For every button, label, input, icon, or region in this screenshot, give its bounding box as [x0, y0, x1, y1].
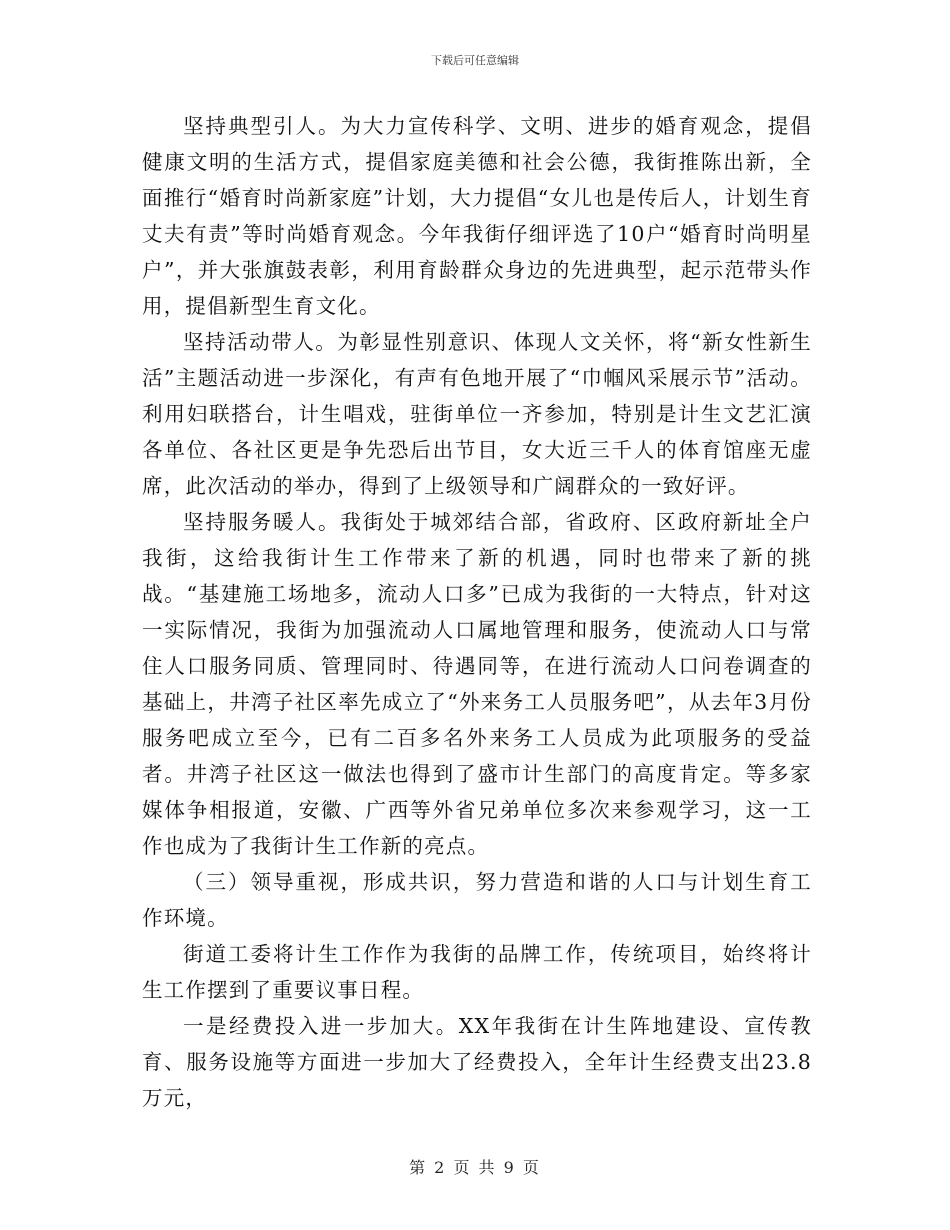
paragraph-leadership: 街道工委将计生工作作为我街的品牌工作，传统项目，始终将计生工作摆到了重要议事日程。	[142, 942, 812, 1002]
paragraph-typical-example: 坚持典型引人。为大力宣传科学、文明、进步的婚育观念，提倡健康文明的生活方式，提倡家庭美德和社会公德，我街推陈出新，全面推行“婚育时尚新家庭”计划，大力提倡“女儿也是传后人，计划生育丈夫有责”等时尚婚育观念。今年我街仔细评选了10户“婚育时尚明星户”，并大张旗鼓表彰，利用育龄群众身边的先进典型，起示范带头作用，提倡新型生育文化。	[142, 114, 812, 318]
section-heading-three: （三）领导重视，形成共识，努力营造和谐的人口与计划生育工作环境。	[142, 870, 812, 930]
paragraph-activities: 坚持活动带人。为彰显性别意识、体现人文关怀，将“新女性新生活”主题活动进一步深化，有声有色地开展了“巾帼风采展示节”活动。利用妇联搭台，计生唱戏，驻街单位一齐参加，特别是计生文艺汇演各单位、各社区更是争先恐后出节目，女大近三千人的体育馆座无虚席，此次活动的举办，得到了上级领导和广阔群众的一致好评。	[142, 330, 812, 498]
paragraph-service: 坚持服务暖人。我街处于城郊结合部，省政府、区政府新址全户我街，这给我街计生工作带来了新的机遇，同时也带来了新的挑战。“基建施工场地多，流动人口多”已成为我街的一大特点，针对这一实际情况，我街为加强流动人口属地管理和服务，使流动人口与常住人口服务同质、管理同时、待遇同等，在进行流动人口问卷调查的基础上，井湾子社区率先成立了“外来务工人员服务吧”，从去年3月份服务吧成立至今，已有二百多名外来务工人员成为此项服务的受益者。井湾子社区这一做法也得到了盛市计生部门的高度肯定。等多家媒体争相报道，安徽、广西等外省兄弟单位多次来参观学习，这一工作也成为了我街计生工作新的亮点。	[142, 510, 812, 858]
page-header: 下载后可任意编辑	[431, 54, 519, 67]
page-footer: 第 2 页 共 9 页	[409, 1158, 541, 1177]
document-body	[142, 108, 812, 1116]
paragraph-funding: 一是经费投入进一步加大。XX年我街在计生阵地建设、宣传教育、服务设施等方面进一步加大了经费投入，全年计生经费支出23.8万元，	[142, 1014, 812, 1110]
